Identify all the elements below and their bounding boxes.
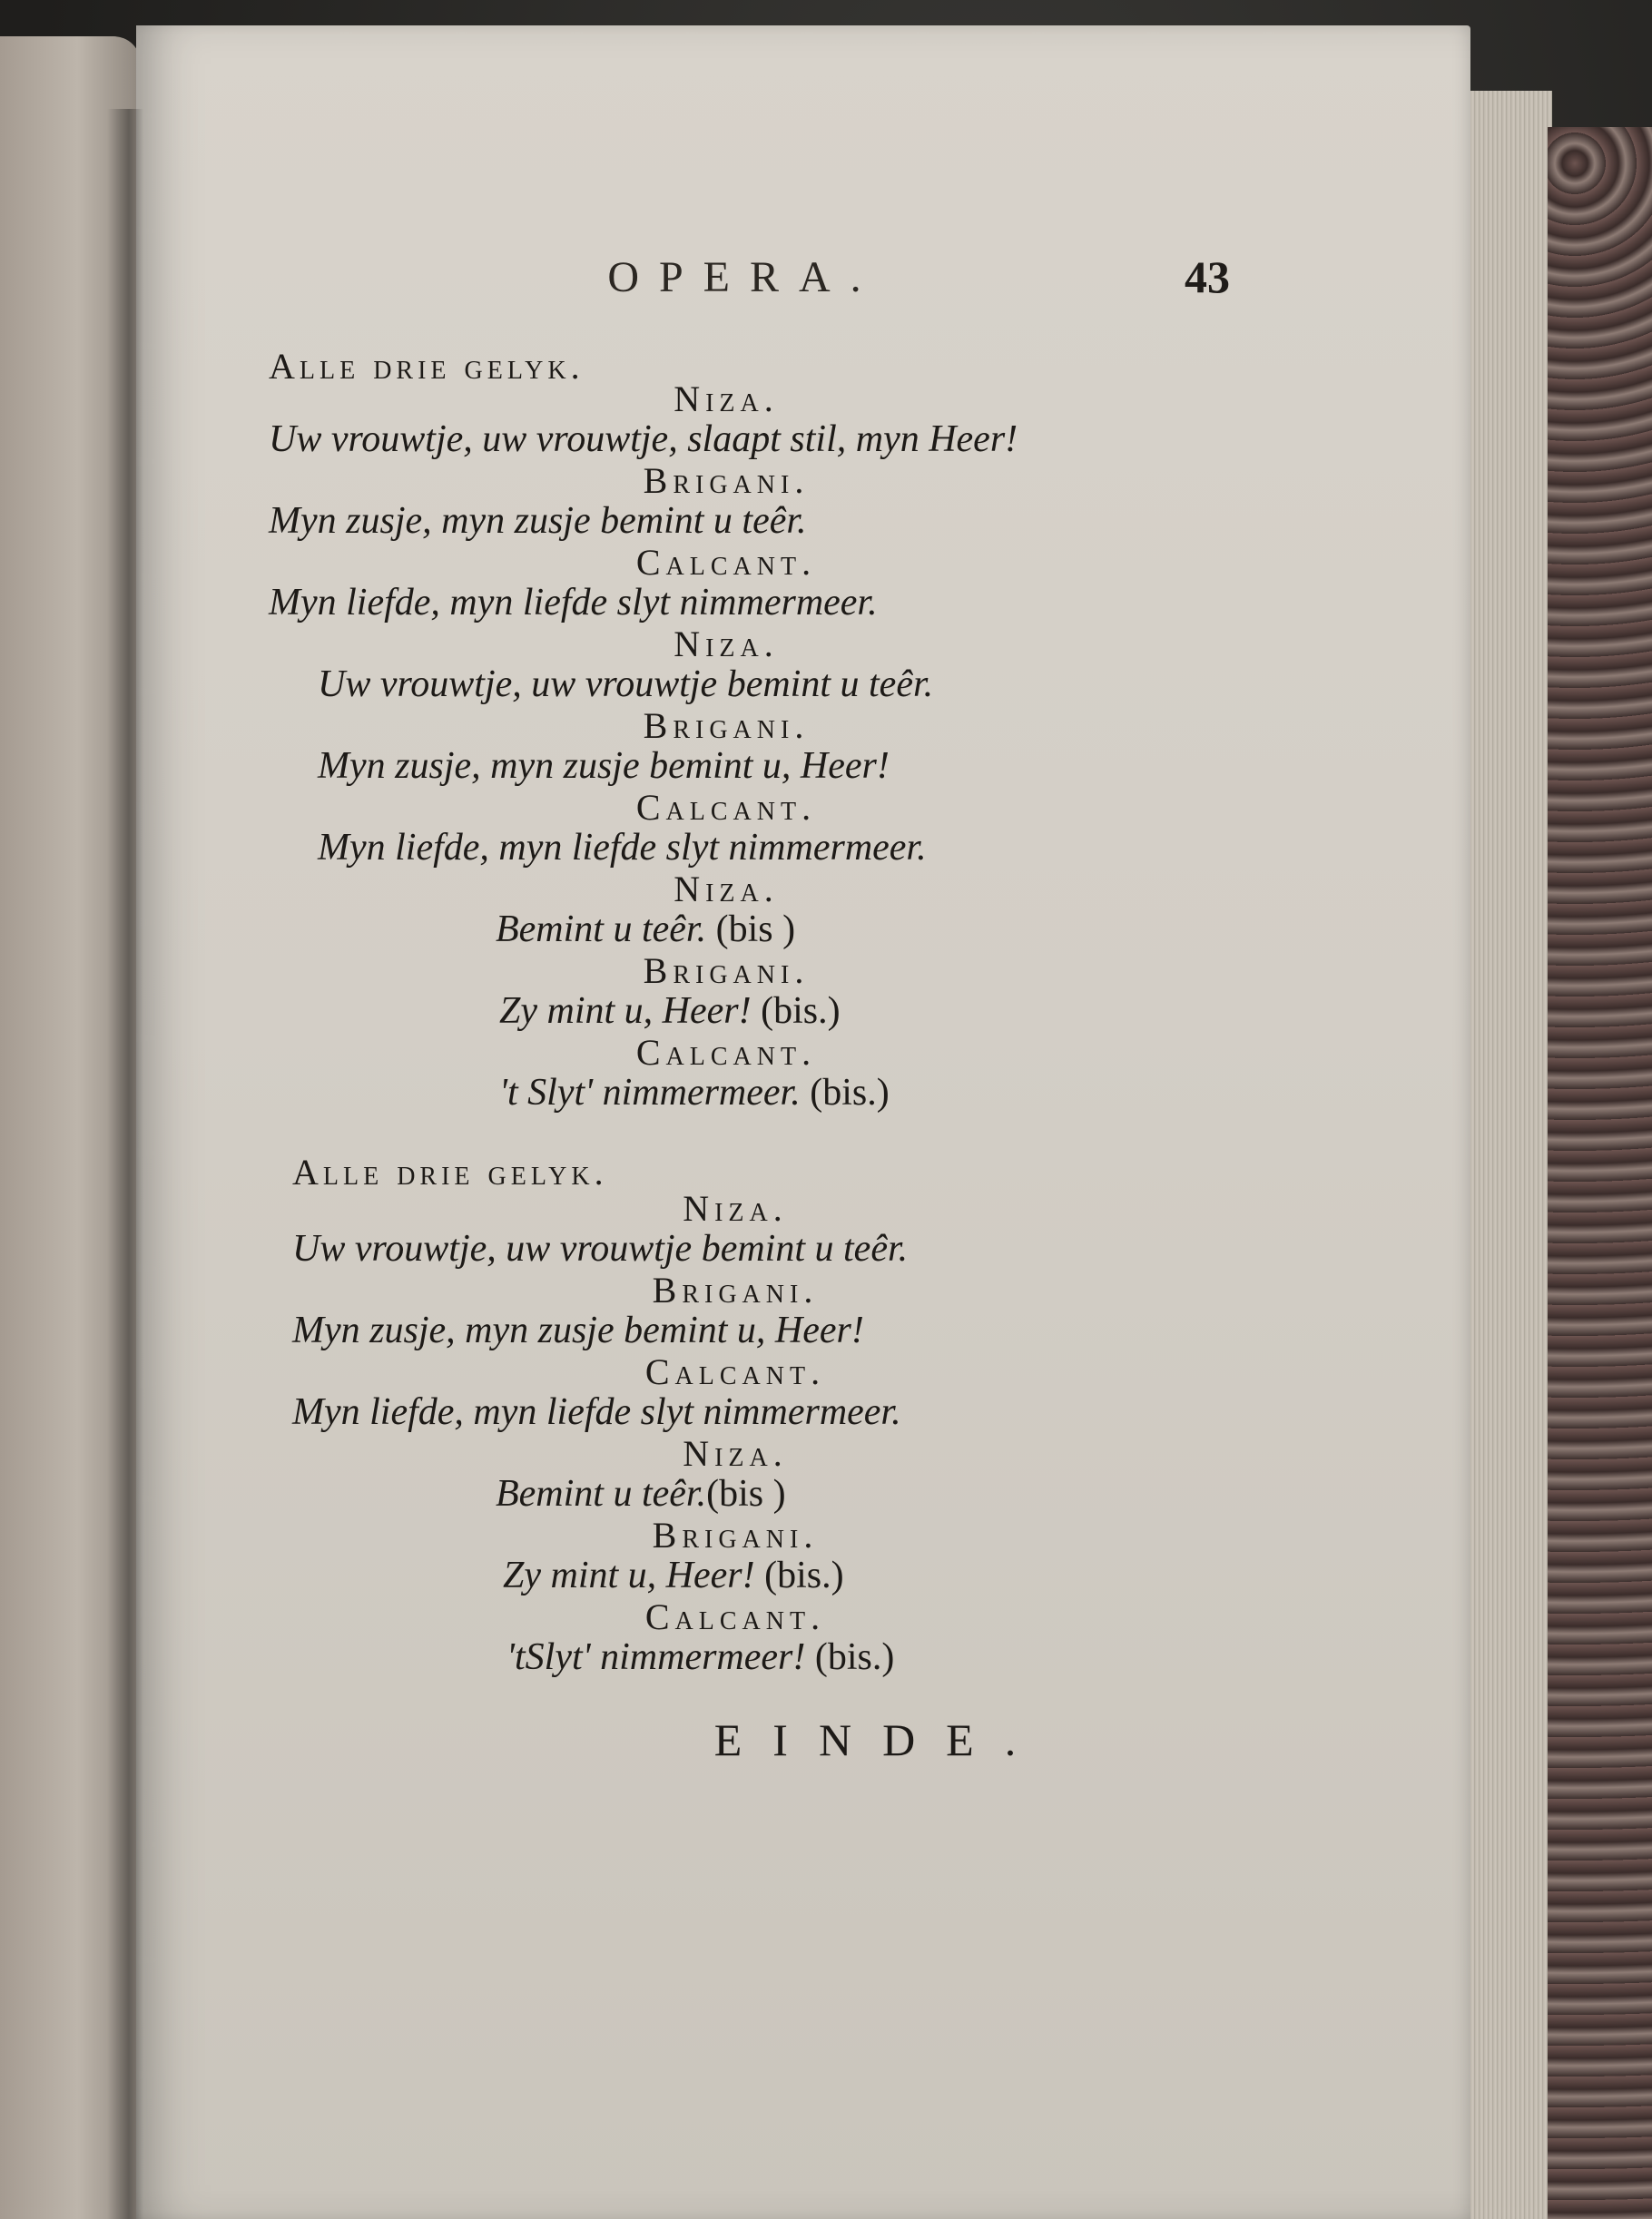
speaker-name: Niza. bbox=[674, 378, 779, 419]
end-mark: EINDE. bbox=[713, 1714, 1047, 1765]
speaker-name: Niza. bbox=[683, 1433, 788, 1474]
verse-line: Uw vrouwtje, uw vrouwtje, slaapt stil, myn Heer! bbox=[269, 418, 1018, 460]
verse-line: 't Slyt' nimmermeer. (bis.) bbox=[499, 1072, 890, 1114]
speaker-name: Brigani. bbox=[643, 705, 810, 746]
stage-direction: Alle drie gelyk. bbox=[269, 346, 585, 387]
speaker-name: Calcant. bbox=[635, 542, 817, 583]
verse-line: 'tSlyt' nimmermeer! (bis.) bbox=[506, 1636, 895, 1678]
repeat-mark: (bis.) bbox=[800, 1072, 890, 1114]
speaker-name: Brigani. bbox=[643, 460, 810, 501]
verse-line: Myn liefde, myn liefde slyt nimmermeer. bbox=[292, 1391, 901, 1433]
speaker-name: Calcant. bbox=[635, 787, 817, 828]
speaker-name: Calcant. bbox=[644, 1351, 826, 1392]
verse-line: Bemint u teêr.(bis ) bbox=[496, 1473, 786, 1515]
repeat-mark: (bis.) bbox=[751, 990, 841, 1032]
verse-line: Myn zusje, myn zusje bemint u, Heer! bbox=[318, 745, 890, 787]
stage-direction: Alle drie gelyk. bbox=[292, 1152, 608, 1193]
repeat-mark: (bis.) bbox=[754, 1555, 844, 1596]
speaker-name: Calcant. bbox=[635, 1032, 817, 1073]
speaker-name: Niza. bbox=[674, 623, 779, 664]
verse-line: Uw vrouwtje, uw vrouwtje bemint u teêr. bbox=[292, 1228, 909, 1270]
book-gutter-shadow bbox=[107, 109, 143, 2219]
repeat-mark: (bis ) bbox=[706, 1473, 786, 1515]
verse-line: Myn liefde, myn liefde slyt nimmermeer. bbox=[318, 827, 927, 869]
speaker-name: Niza. bbox=[683, 1188, 788, 1229]
marbled-cover bbox=[1548, 127, 1652, 2219]
running-head: OPERA. bbox=[607, 253, 881, 301]
repeat-mark: (bis.) bbox=[805, 1636, 895, 1678]
verse-line: Myn zusje, myn zusje bemint u, Heer! bbox=[292, 1310, 864, 1351]
verse-line: Myn zusje, myn zusje bemint u teêr. bbox=[269, 500, 807, 542]
speaker-name: Brigani. bbox=[652, 1270, 819, 1311]
repeat-mark: (bis ) bbox=[706, 908, 796, 950]
page-number: 43 bbox=[1185, 251, 1230, 302]
speaker-name: Niza. bbox=[674, 869, 779, 909]
verse-line: Uw vrouwtje, uw vrouwtje bemint u teêr. bbox=[318, 663, 934, 705]
verse-line: Myn liefde, myn liefde slyt nimmermeer. bbox=[269, 582, 878, 623]
verse-line: Zy mint u, Heer! (bis.) bbox=[499, 990, 841, 1032]
verse-line: Bemint u teêr. (bis ) bbox=[496, 908, 796, 950]
speaker-name: Calcant. bbox=[644, 1596, 826, 1637]
speaker-name: Brigani. bbox=[643, 950, 810, 991]
verse-line: Zy mint u, Heer! (bis.) bbox=[503, 1555, 844, 1596]
speaker-name: Brigani. bbox=[652, 1515, 819, 1556]
book-page bbox=[136, 25, 1470, 2219]
